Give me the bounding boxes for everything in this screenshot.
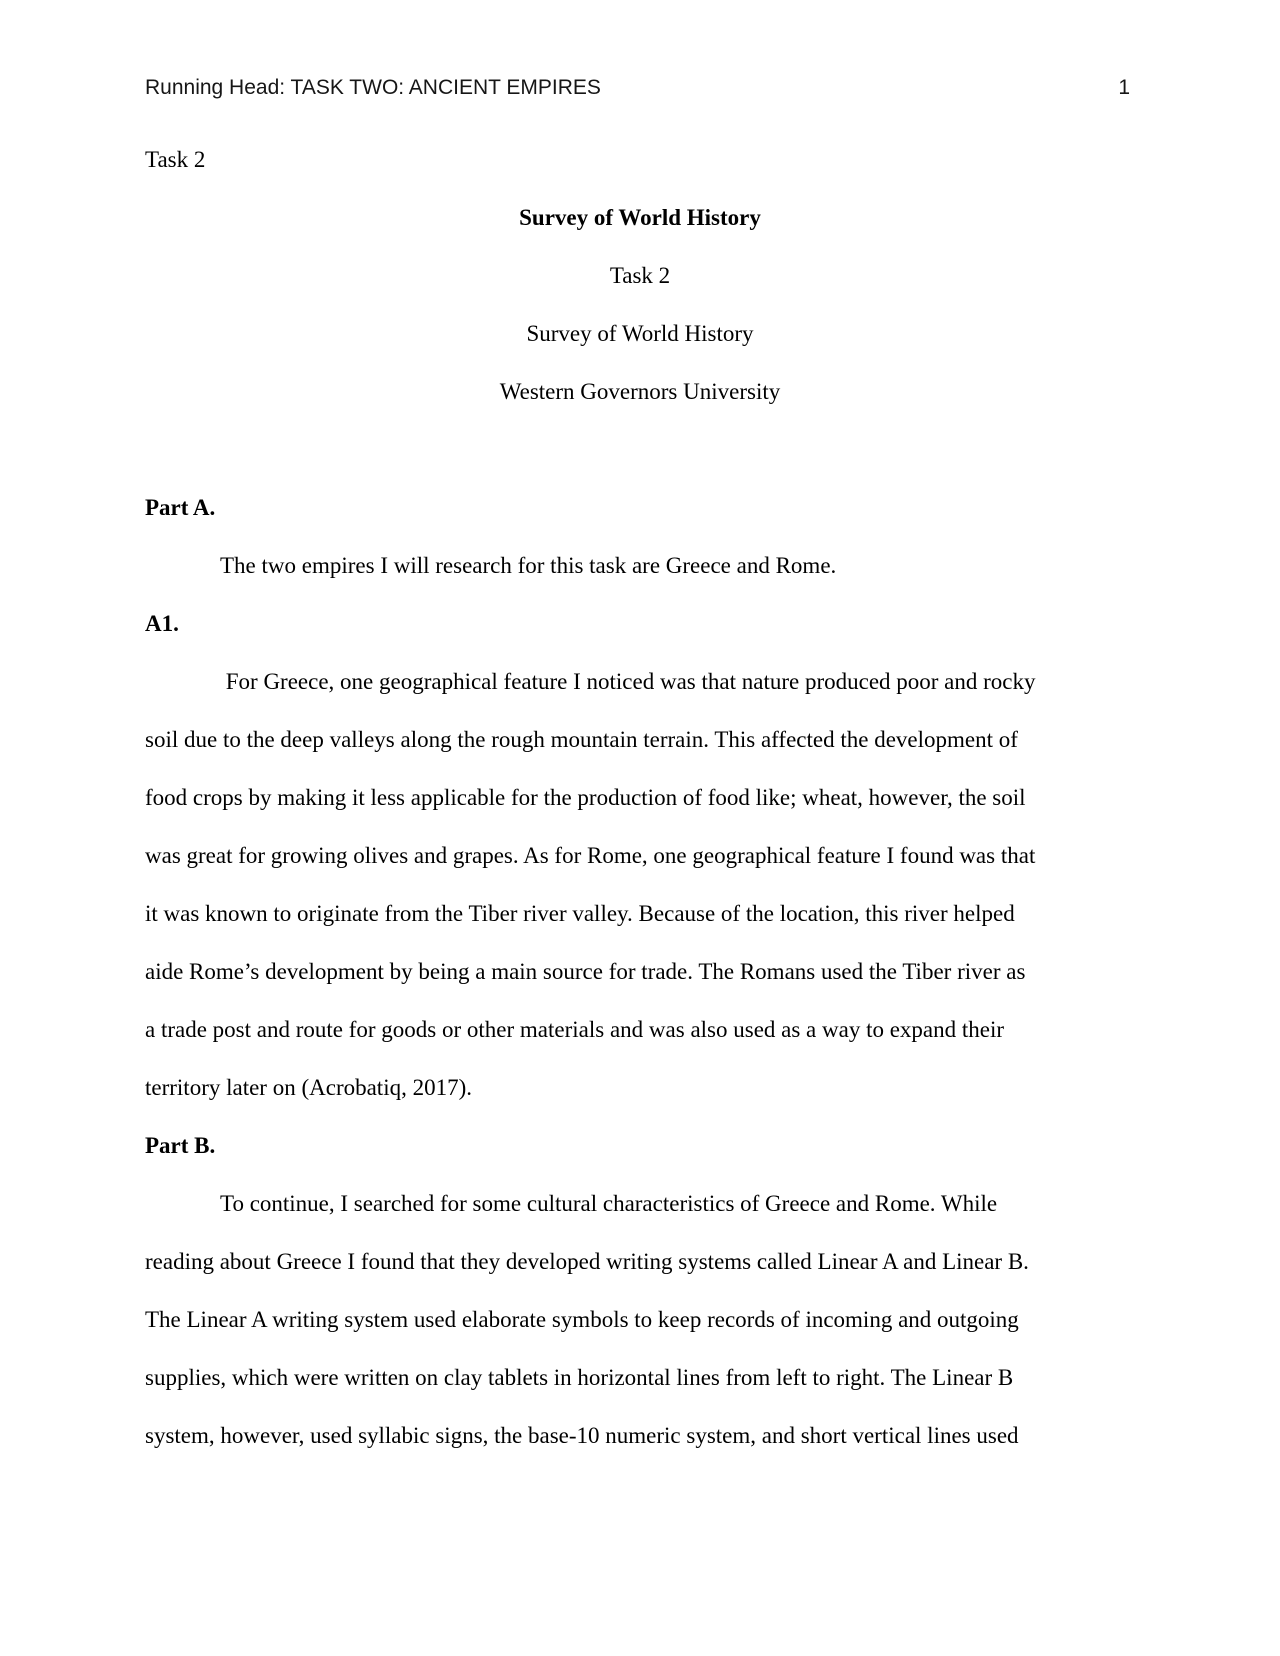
part-b-paragraph-line: reading about Greece I found that they developed writing systems called Linear A and Linear B. [145, 1249, 1029, 1274]
blank-line [145, 421, 1135, 479]
part-b-paragraph-line: The Linear A writing system used elaborate symbols to keep records of incoming and outgoing [145, 1307, 1019, 1332]
a1-paragraph-line: food crops by making it less applicable for the production of food like; wheat, however, the soil [145, 785, 1026, 810]
a1-paragraph-line: aide Rome’s development by being a main source for trade. The Romans used the Tiber river as [145, 959, 1026, 984]
title-course-line: Survey of World History [526, 321, 754, 346]
document-body [145, 131, 1135, 1465]
running-head: Running Head: TASK TWO: ANCIENT EMPIRES [145, 76, 601, 99]
part-b-paragraph-line: supplies, which were written on clay tablets in horizontal lines from left to right. The Linear B [145, 1365, 1014, 1390]
part-a-intro: The two empires I will research for this task are Greece and Rome. [220, 553, 837, 578]
title-university-line: Western Governors University [499, 379, 781, 404]
task-label: Task 2 [145, 147, 206, 172]
part-b-paragraph-line: system, however, used syllabic signs, the base-10 numeric system, and short vertical lines used [145, 1423, 1019, 1448]
a1-paragraph-line: a trade post and route for goods or other materials and was also used as a way to expand their [145, 1017, 1005, 1042]
doc-title: Survey of World History [519, 205, 761, 230]
a1-paragraph-line: was great for growing olives and grapes. As for Rome, one geographical feature I found was that [145, 843, 1036, 868]
page-header [145, 75, 1130, 101]
a1-paragraph-line: soil due to the deep valleys along the rough mountain terrain. This affected the development of [145, 727, 1018, 752]
page-number: 1 [1118, 76, 1130, 99]
part-a-heading: Part A. [145, 495, 216, 520]
a1-heading: A1. [145, 611, 179, 636]
a1-paragraph-line: territory later on (Acrobatiq, 2017). [145, 1075, 472, 1100]
part-b-paragraph-line: To continue, I searched for some cultural characteristics of Greece and Rome. While [220, 1191, 998, 1216]
part-b-heading: Part B. [145, 1133, 216, 1158]
a1-paragraph-line: it was known to originate from the Tiber river valley. Because of the location, this river helped [145, 901, 1015, 926]
title-task-line: Task 2 [609, 263, 671, 288]
a1-paragraph-line: For Greece, one geographical feature I noticed was that nature produced poor and rocky [220, 669, 1036, 694]
